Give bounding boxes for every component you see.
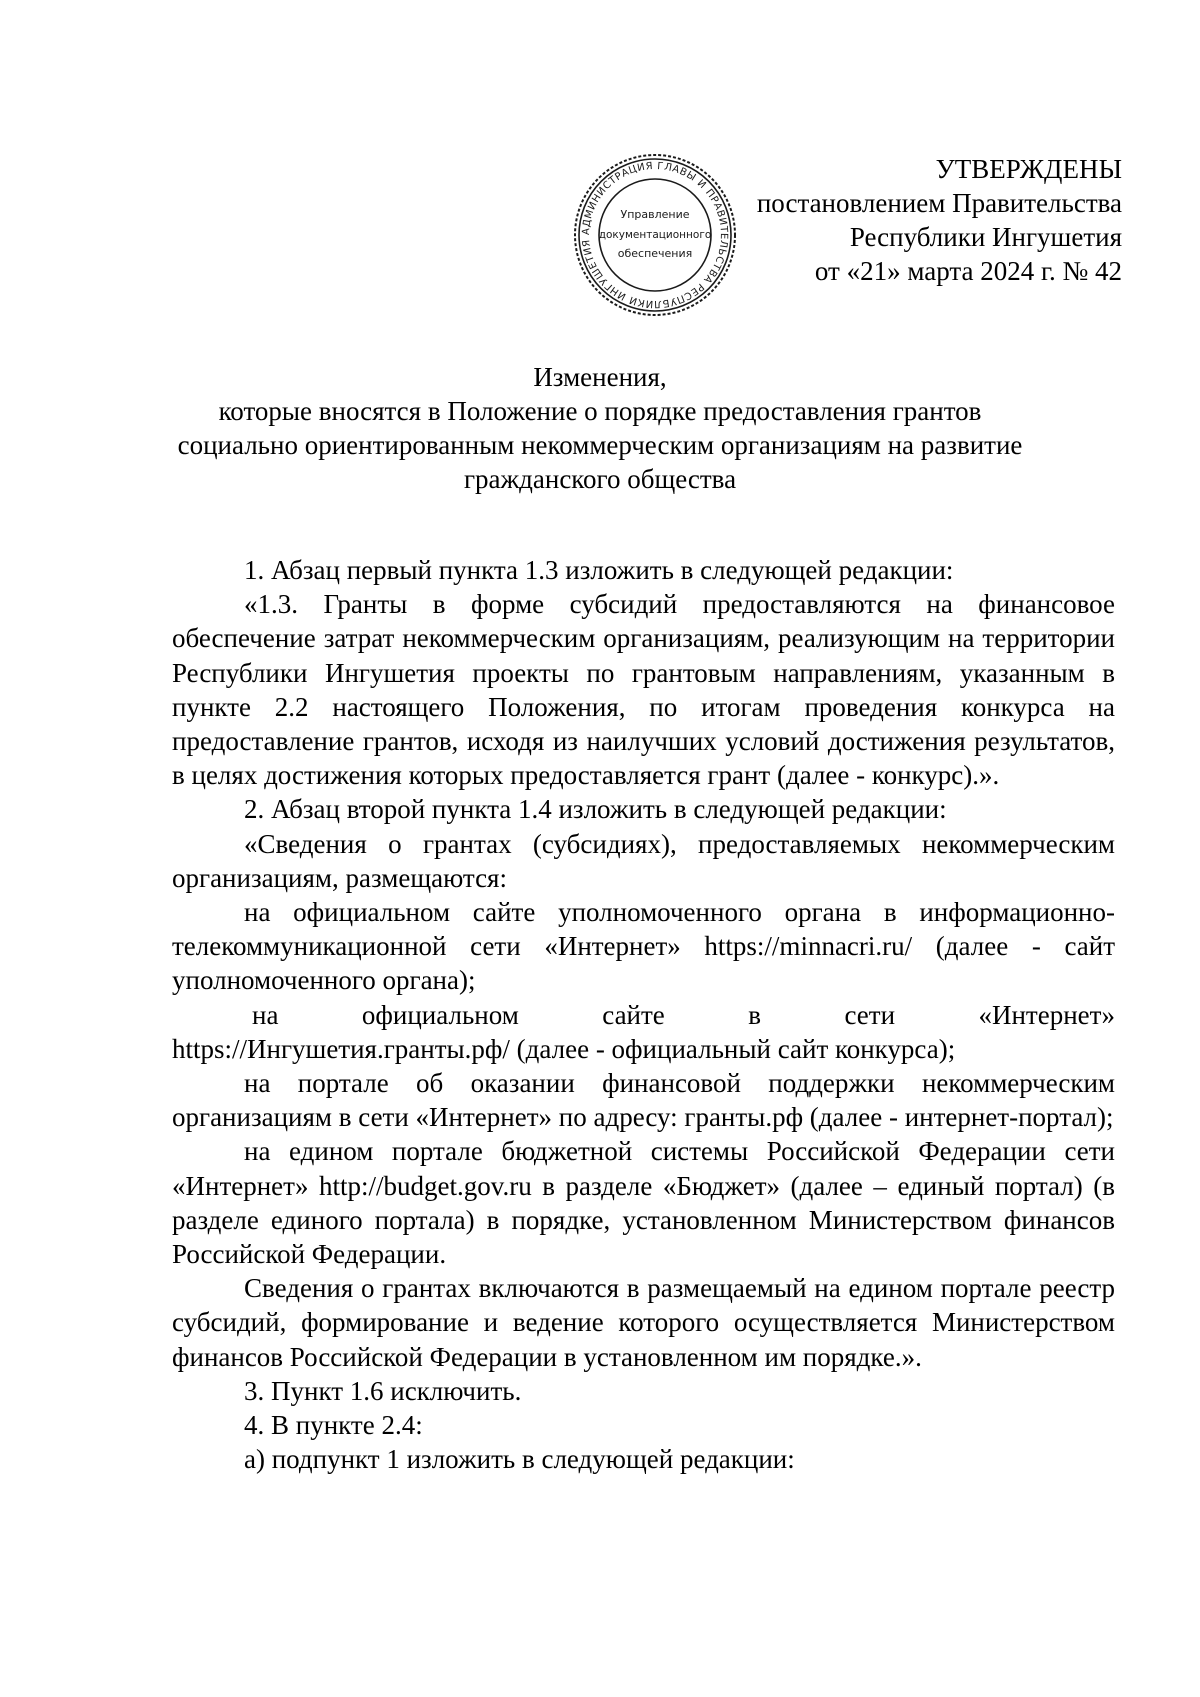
approval-heading: УТВЕРЖДЕНЫ <box>935 154 1122 184</box>
word: сети <box>844 999 896 1030</box>
paragraph: https://Ингушетия.гранты.рф/ (далее - официальный сайт конкурса); <box>172 1033 956 1064</box>
paragraph: 2. Абзац второй пункта 1.4 изложить в следующей редакции: <box>244 794 947 825</box>
title-line: гражданского общества <box>463 464 737 494</box>
approval-block <box>757 152 1122 288</box>
seal-center-line2: документационного <box>598 229 712 241</box>
word: на <box>252 999 279 1030</box>
approval-line: постановлением Правительства <box>756 188 1122 218</box>
paragraph: на едином портале бюджетной системы Российской Федерации сети «Интернет» http://budget.gov.ru в разделе «Бюджет» (далее – единый портал) (в разделе единого портала) в порядке, установленном Министерством финансов Российской Федерации. <box>172 1136 1115 1270</box>
paragraph: на портале об оказании финансовой поддержки некоммерческим организациям в сети «Интернет» по адресу: гранты.рф (далее - интернет-портал); <box>172 1068 1115 1133</box>
word: сайте <box>602 999 665 1030</box>
approval-date-number: от «21» марта 2024 г. № 42 <box>814 256 1122 286</box>
paragraph: на официальном сайте уполномоченного органа в информационно-телекоммуникационной сети «Интернет» https://minnacri.ru/ (далее - сайт уполномоченного органа); <box>172 897 1115 996</box>
title-line: социально ориентированным некоммерческим организациям на развитие <box>177 430 1023 460</box>
document-title <box>0 360 1200 496</box>
title-line: Изменения, <box>533 362 667 392</box>
paragraph: 4. В пункте 2.4: <box>244 1410 423 1441</box>
paragraph: 3. Пункт 1.6 исключить. <box>244 1375 522 1406</box>
paragraph: а) подпункт 1 изложить в следующей редакции: <box>244 1444 795 1475</box>
document-body <box>172 553 1115 1476</box>
word: официальном <box>361 999 519 1030</box>
seal-ring-text: АДМИНИСТРАЦИЯ ГЛАВЫ И ПРАВИТЕЛЬСТВА РЕСПУБЛИКИ ИНГУШЕТИЯ <box>580 160 730 310</box>
seal-center-line1: Управление <box>620 208 690 221</box>
word: в <box>748 999 761 1030</box>
paragraph: 1. Абзац первый пункта 1.3 изложить в следующей редакции: <box>244 555 954 585</box>
seal-center-line3: обеспечения <box>617 247 693 260</box>
paragraph-spread-line <box>172 998 1115 1032</box>
title-line: которые вносятся в Положение о порядке предоставления грантов <box>218 396 982 426</box>
paragraph: «Сведения о грантах (субсидиях), предоставляемых некоммерческим организациям, размещаются: <box>172 828 1115 893</box>
paragraph: Сведения о грантах включаются в размещаемый на едином портале реестр субсидий, формирование и ведение которого осуществляется Министерством финансов Российской Федерации в установленном им порядке.». <box>172 1273 1115 1372</box>
official-seal-stamp <box>572 152 738 318</box>
word: «Интернет» <box>978 999 1115 1030</box>
approval-line: Республики Ингушетия <box>849 222 1122 252</box>
paragraph: «1.3. Гранты в форме субсидий предоставляются на финансовое обеспечение затрат некоммерческим организациям, реализующим на территории Республики Ингушетия проекты по грантовым направлениям, указанным в пункте 2.2 настоящего Положения, по итогам проведения конкурса на предоставление грантов, исходя из наилучших условий достижения результатов, в целях достижения которых предоставляется грант (далее - конкурс).». <box>172 589 1115 791</box>
